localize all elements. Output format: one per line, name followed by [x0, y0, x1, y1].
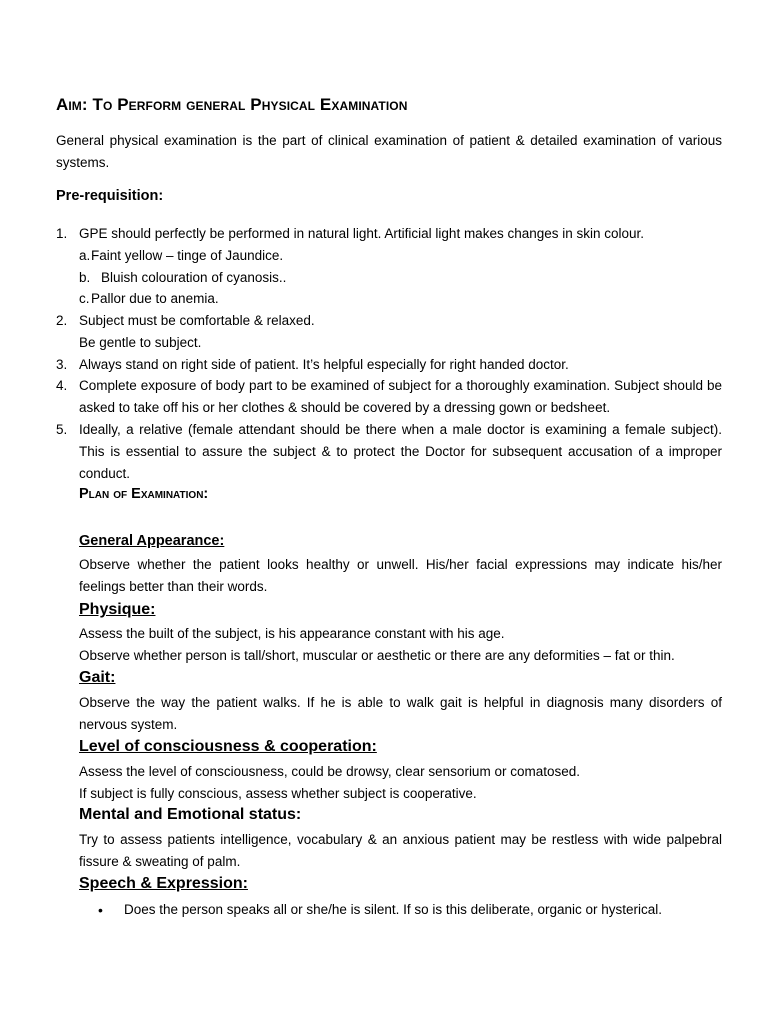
list-item: Ideally, a relative (female attendant should be there when a male doctor is examining a female subject). This is essential to assure the subject & to protect the Doctor for subsequent accusation of a improper conduct.: [79, 422, 722, 481]
gait-text: Observe the way the patient walks. If he is able to walk gait is helpful in diagnosis many disorders of nervous system.: [79, 695, 722, 732]
sub-item: Faint yellow – tinge of Jaundice.: [91, 248, 284, 263]
prerequisition-heading: Pre-requisition:: [56, 188, 164, 204]
physique-line: Assess the built of the subject, is his appearance constant with his age.: [79, 626, 505, 641]
list-number: 4.: [56, 378, 68, 393]
document-title: Aim: To Perform general Physical Examination: [56, 95, 408, 114]
consciousness-heading: Level of consciousness & cooperation:: [79, 738, 377, 755]
list-number: 5.: [56, 422, 68, 437]
physique-line: Observe whether person is tall/short, muscular or aesthetic or there are any deformities – fat or thin.: [79, 648, 675, 663]
list-item: Complete exposure of body part to be examined of subject for a thoroughly examination. Subject should be asked to take off his or her clothes & should be covered by a dressing gown or bedsheet.: [79, 378, 722, 415]
mental-text: Try to assess patients intelligence, vocabulary & an anxious patient may be restless with wide palpebral fissure & sweating of palm.: [79, 832, 722, 869]
sub-item: Bluish colouration of cyanosis..: [101, 270, 287, 285]
list-item-continuation: Be gentle to subject.: [79, 335, 202, 350]
sub-marker: b.: [79, 270, 91, 285]
speech-bullet-text: Does the person speaks all or she/he is silent. If so is this deliberate, organic or hysterical.: [124, 902, 663, 917]
list-number: 2.: [56, 313, 68, 328]
sub-item: Pallor due to anemia.: [91, 291, 219, 306]
general-appearance-heading: General Appearance:: [79, 533, 225, 549]
sub-marker: a.: [79, 248, 91, 263]
list-item: Always stand on right side of patient. It’s helpful especially for right handed doctor.: [79, 357, 569, 372]
gait-heading: Gait:: [79, 669, 116, 686]
sub-marker: c.: [79, 291, 90, 306]
speech-heading: Speech & Expression:: [79, 875, 248, 892]
list-number: 3.: [56, 357, 68, 372]
consciousness-line: Assess the level of consciousness, could be drowsy, clear sensorium or comatosed.: [79, 764, 580, 779]
bullet-icon: •: [98, 902, 103, 918]
list-item: GPE should perfectly be performed in natural light. Artificial light makes changes in skin colour.: [79, 226, 645, 241]
intro-paragraph: General physical examination is the part of clinical examination of patient & detailed examination of various systems.: [56, 133, 722, 170]
mental-heading: Mental and Emotional status:: [79, 806, 302, 823]
plan-heading: Plan of Examination:: [79, 486, 209, 502]
list-item: Subject must be comfortable & relaxed.: [79, 313, 315, 328]
physique-heading: Physique:: [79, 601, 156, 618]
general-appearance-text: Observe whether the patient looks healthy or unwell. His/her facial expressions may indicate his/her feelings better than their words.: [79, 557, 722, 594]
consciousness-line: If subject is fully conscious, assess whether subject is cooperative.: [79, 786, 477, 801]
list-number: 1.: [56, 226, 68, 241]
